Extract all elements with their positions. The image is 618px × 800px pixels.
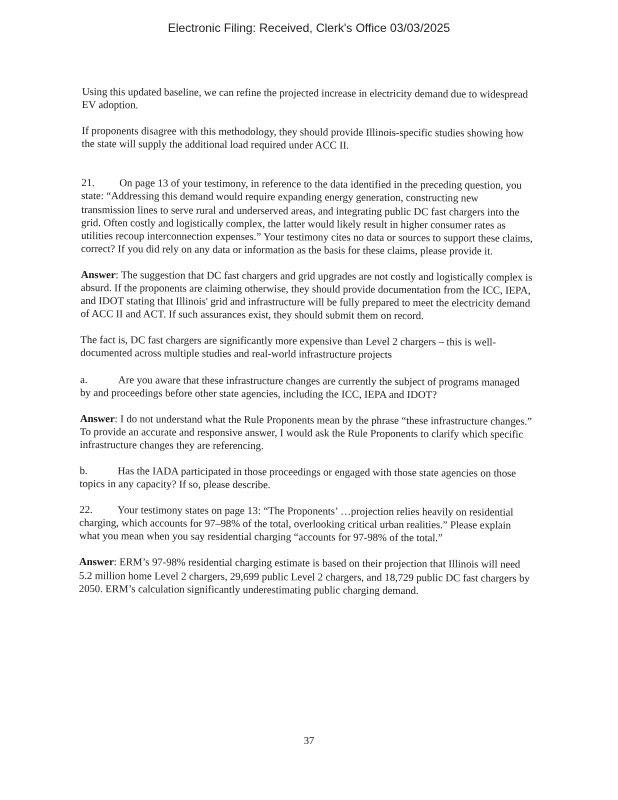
question-number: a.	[80, 374, 88, 386]
question-b	[80, 465, 532, 494]
question-text: Are you aware that these infrastructure changes are currently the subject of programs managed by and proceedings before other state agencies, including the ICC, IEPA and IDOT?	[80, 374, 520, 401]
document-body	[79, 86, 534, 598]
answer-label: Answer	[79, 557, 114, 569]
answer-22	[79, 556, 531, 598]
question-22	[79, 504, 531, 546]
answer-label: Answer	[79, 413, 115, 425]
paragraph: If proponents disagree with this methodology, they should provide Illinois-specific studies showing how the state will supply the additional load required under ACC II.	[81, 126, 524, 152]
answer-a	[80, 413, 532, 455]
answer-label: Answer	[80, 269, 116, 282]
filing-stamp: Electronic Filing: Received, Clerk's Office 03/03/2025	[167, 21, 451, 35]
paragraph: The fact is, DC fast chargers are significantly more expensive than Level 2 chargers – this is well-documented across multiple studies and real-world infrastructure projects	[80, 335, 497, 362]
question-text: Your testimony states on page 13: “The Proponents’ …projection relies heavily on residential charging, which accounts for 97–98% of the total, overlooking critical urban realities.” Please explain what you mean when you say residential charging “accounts for 97-98% of the total.”	[79, 505, 514, 545]
question-text: On page 13 of your testimony, in reference to the data identified in the preceding question, you state: “Addressing this demand would require expanding energy generation, constructing new transmission lines to serve rural and underserved areas, and integrating public DC fast chargers into the grid. Often costly and logistically complex, the latter would likely result in higher consumer rates as utilities recoup interconnection expenses.” Your testimony cites no data or sources to support these claims, correct? If you did rely on any data or information as the basis for these claims, please provide it.	[80, 178, 533, 258]
answer-21	[81, 269, 533, 324]
page-number: 37	[303, 736, 315, 747]
question-text: Has the IADA participated in those proceedings or engaged with those state agencies on those topics in any capacity? If so, please describe.	[79, 466, 516, 492]
answer-text: : ERM’s 97-98% residential charging estimate is based on their projection that Illinois will need 5.2 million home Level 2 chargers, 29,699 public Level 2 chargers, and 18,729 public DC fast chargers by 2050. ERM’s calculation significantly underestimating public charging demand.	[78, 557, 530, 597]
paragraph: Using this updated baseline, we can refine the projected increase in electricity demand due to widespread EV adoption.	[81, 86, 528, 112]
question-a	[80, 373, 532, 402]
question-number: 21.	[81, 178, 95, 190]
answer-text: : The suggestion that DC fast chargers and grid upgrades are not costly and logistically complex is absurd. If the proponents are claiming otherwise, they should provide documentation from the ICC, IEPA, and IDOT stating that Illinois' grid and infrastructure will be fully prepared to meet the electricity demand of ACC II and ACT. If such assurances exist, they should submit them on record.	[80, 270, 533, 323]
question-number: 22.	[79, 505, 93, 517]
question-number: b.	[79, 465, 88, 478]
answer-text: : I do not understand what the Rule Proponents mean by the phrase “these infrastructure changes.” To provide an accurate and responsive answer, I would ask the Rule Proponents to clarify which specific infrastructure changes they are referencing.	[79, 413, 532, 452]
question-21	[81, 177, 533, 258]
